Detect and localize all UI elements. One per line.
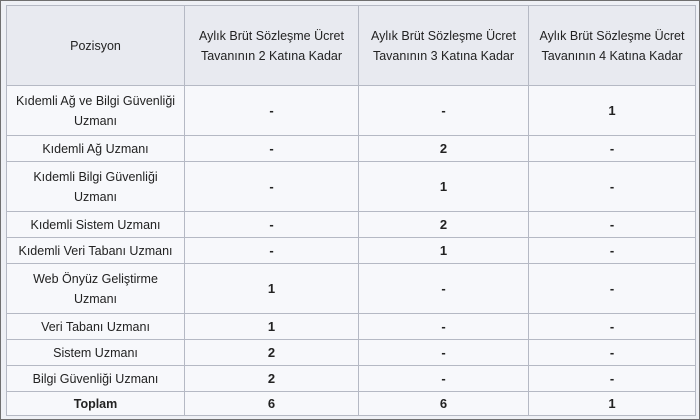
- cell-3x: 2: [359, 212, 529, 238]
- cell-3x: 1: [359, 162, 529, 212]
- total-label: Toplam: [7, 392, 185, 416]
- table-row: [7, 162, 696, 212]
- table-row: [7, 340, 696, 366]
- table-total-row: [7, 392, 696, 416]
- cell-2x: -: [185, 238, 359, 264]
- cell-4x: -: [529, 366, 696, 392]
- row-label: Kıdemli Bilgi Güvenliği Uzmanı: [7, 162, 185, 212]
- cell-2x: -: [185, 212, 359, 238]
- positions-table: [6, 5, 696, 416]
- row-label: Kıdemli Veri Tabanı Uzmanı: [7, 238, 185, 264]
- header-2x-ceiling: Aylık Brüt Sözleşme Ücret Tavanının 2 Katına Kadar: [185, 6, 359, 86]
- cell-4x: -: [529, 136, 696, 162]
- row-label: Veri Tabanı Uzmanı: [7, 314, 185, 340]
- cell-4x: -: [529, 314, 696, 340]
- cell-3x: -: [359, 264, 529, 314]
- cell-2x: 2: [185, 340, 359, 366]
- table-header-row: [7, 6, 696, 86]
- table-row: [7, 366, 696, 392]
- cell-4x: -: [529, 340, 696, 366]
- table-row: [7, 264, 696, 314]
- cell-4x: -: [529, 264, 696, 314]
- cell-3x: -: [359, 314, 529, 340]
- cell-4x: -: [529, 238, 696, 264]
- cell-4x: 1: [529, 86, 696, 136]
- table-row: [7, 238, 696, 264]
- cell-2x: 1: [185, 264, 359, 314]
- cell-3x: 1: [359, 238, 529, 264]
- cell-4x: -: [529, 162, 696, 212]
- header-3x-ceiling: Aylık Brüt Sözleşme Ücret Tavanının 3 Katına Kadar: [359, 6, 529, 86]
- row-label: Sistem Uzmanı: [7, 340, 185, 366]
- cell-2x: -: [185, 162, 359, 212]
- table-row: [7, 136, 696, 162]
- total-3x: 6: [359, 392, 529, 416]
- row-label: Kıdemli Sistem Uzmanı: [7, 212, 185, 238]
- row-label: Bilgi Güvenliği Uzmanı: [7, 366, 185, 392]
- cell-2x: 2: [185, 366, 359, 392]
- cell-3x: 2: [359, 136, 529, 162]
- cell-3x: -: [359, 340, 529, 366]
- row-label: Kıdemli Ağ Uzmanı: [7, 136, 185, 162]
- cell-2x: -: [185, 136, 359, 162]
- table-row: [7, 314, 696, 340]
- row-label: Kıdemli Ağ ve Bilgi Güvenliği Uzmanı: [7, 86, 185, 136]
- cell-3x: -: [359, 366, 529, 392]
- table-row: [7, 212, 696, 238]
- header-4x-ceiling: Aylık Brüt Sözleşme Ücret Tavanının 4 Katına Kadar: [529, 6, 696, 86]
- cell-2x: 1: [185, 314, 359, 340]
- cell-4x: -: [529, 212, 696, 238]
- header-position: Pozisyon: [7, 6, 185, 86]
- total-2x: 6: [185, 392, 359, 416]
- cell-2x: -: [185, 86, 359, 136]
- row-label: Web Önyüz Geliştirme Uzmanı: [7, 264, 185, 314]
- table-row: [7, 86, 696, 136]
- total-4x: 1: [529, 392, 696, 416]
- cell-3x: -: [359, 86, 529, 136]
